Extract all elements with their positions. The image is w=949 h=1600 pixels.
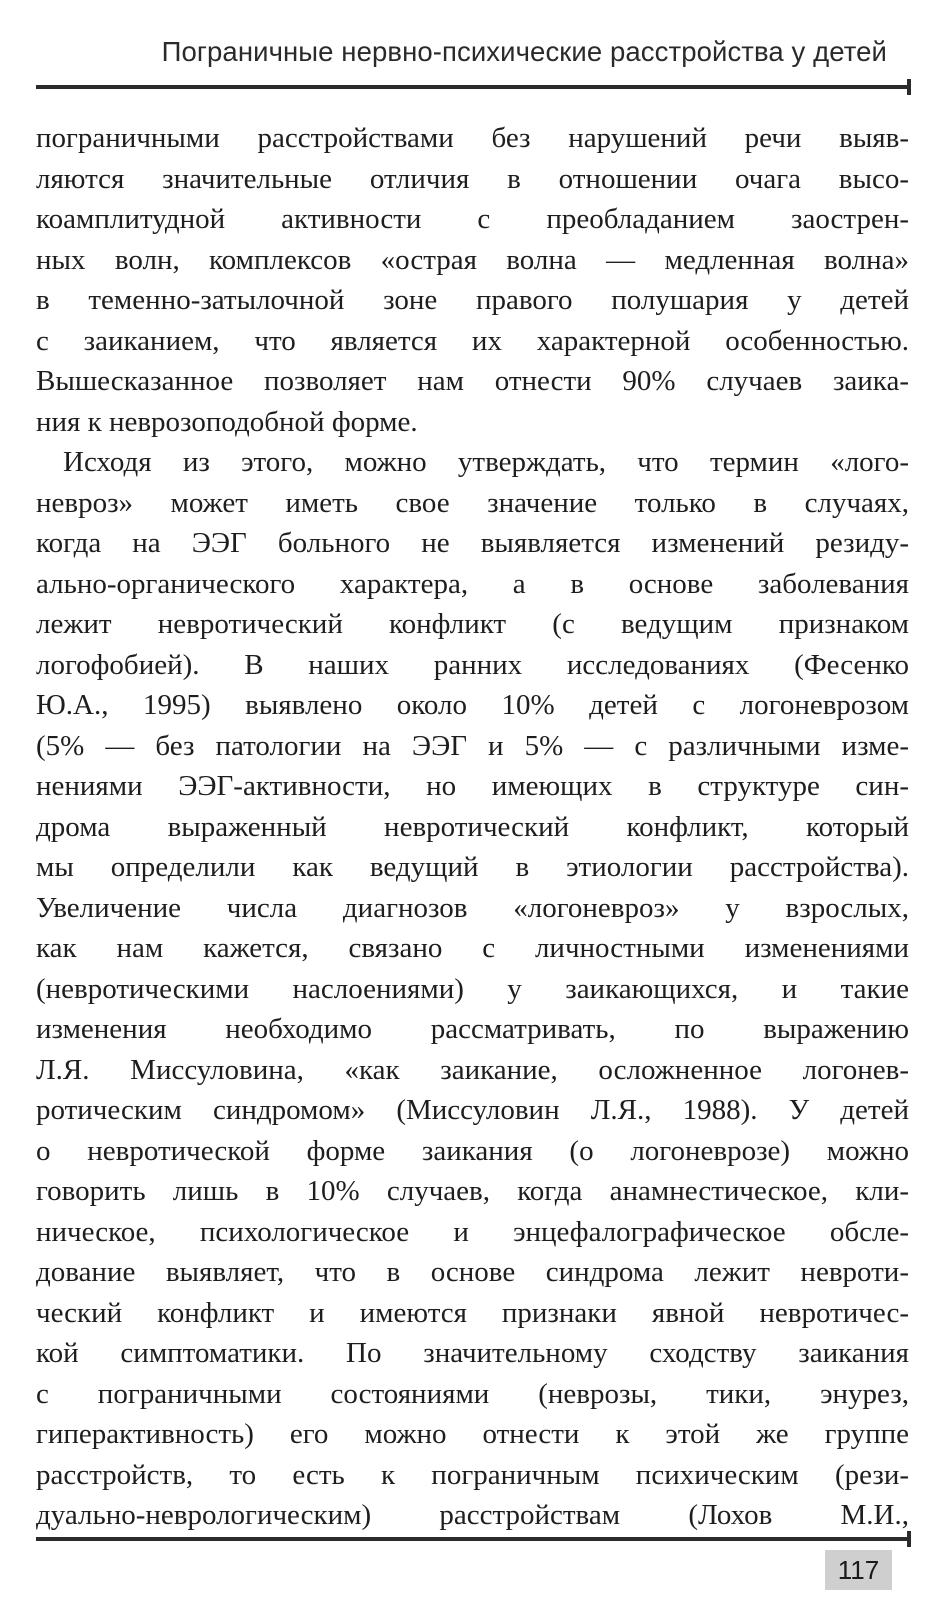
paragraph-first-line: Исходя из этого, можно утверждать, что термин «лого- — [63, 446, 909, 478]
text-line: с заиканием, что является их характерной особенностью. — [36, 324, 909, 357]
text-line: Увеличение числа диагнозов «логоневроз» у взрослых, — [36, 891, 909, 924]
text-line: мы определили как ведущий в этиологии расстройства). — [36, 851, 909, 883]
text-line: о невротической форме заикания (о логоневрозе) можно — [36, 1134, 909, 1167]
text-line: Вышесказанное позволяет нам отнести 90% случаев заика- — [36, 365, 909, 397]
text-line: дуально-неврологическим) расстройствам (Лохов М.И., — [36, 1499, 909, 1531]
text-line: когда на ЭЭГ больного не выявляется изменений резиду- — [36, 527, 909, 559]
text-line: с пограничными состояниями (неврозы, тики, энурез, — [36, 1377, 909, 1410]
running-title: Пограничные нервно-психические расстройства у детей — [161, 36, 887, 67]
text-line: дрома выраженный невротический конфликт, который — [36, 810, 909, 843]
text-line: лежит невротический конфликт (с ведущим признаком — [36, 608, 909, 640]
text-line: (невротическими наслоениями) у заикающихся, и такие — [36, 972, 909, 1005]
text-line: Ю.А., 1995) выявлено около 10% детей с логоневрозом — [36, 689, 909, 721]
text-line: пограничными расстройствами без нарушений речи выяв- — [36, 122, 909, 154]
text-line: невроз» может иметь свое значение только в случаях, — [36, 486, 909, 519]
text-line: ческий конфликт и имеются признаки явной невротичес- — [36, 1296, 909, 1329]
text-line: гиперактивность) его можно отнести к этой же группе — [36, 1418, 909, 1450]
body-text — [36, 118, 909, 1536]
text-line: ных волн, комплексов «острая волна — медленная волна» — [36, 243, 909, 276]
text-line: дование выявляет, что в основе синдрома лежит невроти- — [36, 1256, 909, 1288]
text-line: Л.Я. Миссуловина, «как заикание, осложненное логонев- — [36, 1053, 909, 1086]
text-line: коамплитудной активности с преобладанием заострен- — [36, 203, 909, 235]
text-line: (5% — без патологии на ЭЭГ и 5% — с различными изме- — [36, 729, 909, 762]
text-line: кой симптоматики. По значительному сходству заикания — [36, 1337, 909, 1369]
header-rule — [36, 85, 911, 89]
text-line: нениями ЭЭГ-активности, но имеющих в структуре син- — [36, 770, 909, 802]
text-line: расстройств, то есть к пограничным психическим (рези- — [36, 1458, 909, 1491]
text-line: ляются значительные отличия в отношении очага высо- — [36, 162, 909, 195]
text-line: как нам кажется, связано с личностными изменениями — [36, 932, 909, 964]
page-number-box — [825, 1550, 892, 1590]
text-line: говорить лишь в 10% случаев, когда анамнестическое, кли- — [36, 1175, 909, 1207]
text-line: ния к неврозоподобной форме. — [36, 405, 418, 438]
text-line: изменения необходимо рассматривать, по выражению — [36, 1013, 909, 1045]
footer-rule — [36, 1537, 911, 1541]
text-line: ально-органического характера, а в основе заболевания — [36, 567, 909, 600]
text-line: в теменно-затылочной зоне правого полушария у детей — [36, 284, 909, 316]
text-line: ротическим синдромом» (Миссуловин Л.Я., 1988). У детей — [36, 1094, 909, 1126]
text-line: ническое, психологическое и энцефалографическое обсле- — [36, 1215, 909, 1248]
page-number: 117 — [837, 1554, 880, 1585]
text-line: логофобией). В наших ранних исследованиях (Фесенко — [36, 648, 909, 681]
